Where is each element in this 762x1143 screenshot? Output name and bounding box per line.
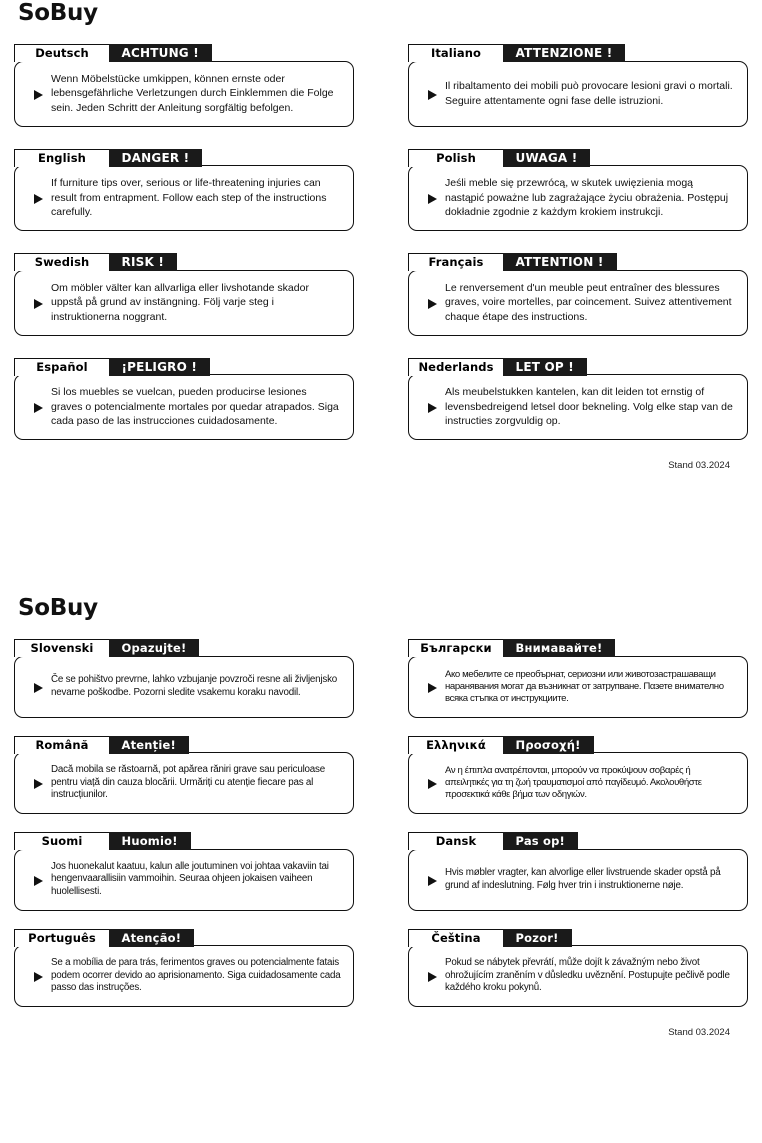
warning-text: Če se pohištvo prevrne, lahko vzbujanje povzroči resne ali življenjsko nevarne poškodbe. Pozorni sledite vsakemu koraku navodil. xyxy=(51,674,338,698)
warning-card xyxy=(14,253,354,336)
brand-logo: SoBuy xyxy=(18,595,98,621)
card-body xyxy=(408,849,748,911)
card-body xyxy=(408,752,748,814)
warning-text: Als meubelstukken kantelen, kan dit leiden tot ernstig of levensbedreigend letsel door bekneling. Volg elke stap van de instructies zorgvuldig op. xyxy=(445,386,733,428)
triangle-bullet-icon xyxy=(419,681,445,693)
triangle-bullet-icon xyxy=(419,297,445,309)
card-body xyxy=(14,656,354,718)
warning-tag: LET OP ! xyxy=(503,358,587,376)
card-header xyxy=(408,929,748,947)
warning-grid-page-two xyxy=(14,639,748,1025)
warning-text: Se a mobília de para trás, ferimentos graves ou potencialmente fatais podem ocorrer devido ao aprisionamento. Siga cuidadosamente cada passo das instruções. xyxy=(51,957,341,994)
warning-card xyxy=(14,736,354,815)
warning-text: Il ribaltamento dei mobili può provocare lesioni gravi o mortali. Seguire attentamente ogni fase delle istruzioni. xyxy=(445,80,733,107)
warning-card xyxy=(408,639,748,718)
card-body xyxy=(408,945,748,1007)
triangle-bullet-icon xyxy=(419,970,445,982)
revision-date: Stand 03.2024 xyxy=(668,1027,730,1038)
language-label: Português xyxy=(14,929,110,947)
warning-tag: RISK ! xyxy=(109,253,178,271)
warning-card xyxy=(408,736,748,815)
warning-tag: DANGER ! xyxy=(109,149,203,167)
warning-text: Le renversement d'un meuble peut entraîner des blessures graves, voire mortelles, par coincement. Suivez attentivement chaque étape des instructions. xyxy=(445,281,732,323)
language-label: Ελληνικά xyxy=(408,736,504,754)
language-label: Swedish xyxy=(14,253,110,271)
warning-card xyxy=(408,929,748,1008)
warning-text: Pokud se nábytek převrátí, může dojít k závažným nebo život ohrožujícím zraněním v důsledku uvěznění. Postupujte pečlivě podle každého kroku pokynů. xyxy=(445,957,730,994)
warning-tag: Προσοχή! xyxy=(503,736,594,754)
warning-tag: ATTENZIONE ! xyxy=(503,44,626,62)
triangle-bullet-icon xyxy=(25,777,51,789)
card-body xyxy=(14,752,354,814)
warning-card xyxy=(14,44,354,127)
warning-card xyxy=(14,639,354,718)
card-header xyxy=(408,639,748,657)
warning-card xyxy=(14,358,354,441)
brand-logo: SoBuy xyxy=(18,0,98,26)
warning-text: Jeśli meble się przewrócą, w skutek uwięzienia mogą nastąpić poważne lub zagrażające życiu obrażenia. Postępuj dokładnie zgodnie z każdym krokiem instrukcji. xyxy=(445,177,729,219)
card-header xyxy=(14,44,354,62)
warning-tag: Внимавайте! xyxy=(503,639,616,657)
warning-text: Wenn Möbelstücke umkippen, können ernste oder lebensgefährliche Verletzungen durch Einklemmen die Folge sein. Jeden Schritt der Anleitung sorgfältig befolgen. xyxy=(51,72,334,114)
language-label: Deutsch xyxy=(14,44,110,62)
warning-grid-page-one xyxy=(14,44,748,462)
warning-text: Ако мебелите се преобърнат, сериозни или животозастрашаващи наранявания могат да възникнат от затрупване. Παзете внимателно всяка стъпка от инструкциите. xyxy=(445,668,724,704)
triangle-bullet-icon xyxy=(25,297,51,309)
page-two xyxy=(0,573,762,1143)
triangle-bullet-icon xyxy=(25,681,51,693)
warning-card xyxy=(14,149,354,232)
card-header xyxy=(408,358,748,376)
warning-tag: ¡PELIGRO ! xyxy=(109,358,211,376)
card-body xyxy=(14,849,354,911)
warning-tag: Pozor! xyxy=(503,929,572,947)
warning-tag: ATTENTION ! xyxy=(503,253,617,271)
card-header xyxy=(408,253,748,271)
card-body xyxy=(408,270,748,336)
triangle-bullet-icon xyxy=(419,401,445,413)
warning-tag: Atenção! xyxy=(109,929,195,947)
card-body xyxy=(14,270,354,336)
warning-tag: Opazujte! xyxy=(109,639,200,657)
card-header xyxy=(14,929,354,947)
warning-text: Αν η έπιπλα ανατρέπονται, μπορούν να προκύψουν σοβαρές ή απειλητικές για τη ζωή τραυματισμοί από παγίδευμό. Ακολουθήστε προσεκτικά κάθε βήμα των οδηγιών. xyxy=(445,765,702,800)
card-header xyxy=(14,253,354,271)
card-header xyxy=(14,149,354,167)
revision-date: Stand 03.2024 xyxy=(668,460,730,471)
language-label: Čeština xyxy=(408,929,504,947)
language-label: Български xyxy=(408,639,504,657)
card-header xyxy=(408,736,748,754)
warning-tag: Atenție! xyxy=(109,736,189,754)
warning-text: Om möbler välter kan allvarliga eller livshotande skador uppstå på grund av instängning. Följ varje steg i instruktionerna noggrant. xyxy=(51,281,309,323)
language-label: Italiano xyxy=(408,44,504,62)
card-header xyxy=(408,149,748,167)
warning-tag: UWAGA ! xyxy=(503,149,591,167)
language-label: Suomi xyxy=(14,832,110,850)
card-body xyxy=(14,61,354,127)
card-header xyxy=(14,736,354,754)
card-header xyxy=(408,44,748,62)
language-label: Nederlands xyxy=(408,358,504,376)
triangle-bullet-icon xyxy=(25,874,51,886)
card-body xyxy=(14,374,354,440)
card-body xyxy=(408,61,748,127)
warning-text: Dacă mobila se răstoarnă, pot apărea răniri grave sau periculoase pentru viață din cauza blocării. Urmăriți cu atenție fiecare pas al instrucțiunilor. xyxy=(51,764,325,801)
warning-card xyxy=(408,358,748,441)
card-body xyxy=(14,945,354,1007)
language-label: Français xyxy=(408,253,504,271)
language-label: Română xyxy=(14,736,110,754)
card-body xyxy=(408,656,748,718)
warning-card xyxy=(408,253,748,336)
triangle-bullet-icon xyxy=(25,88,51,100)
warning-text: Si los muebles se vuelcan, pueden producirse lesiones graves o potencialmente mortales por quedar atrapados. Siga cada paso de las instrucciones cuidadosamente. xyxy=(51,386,339,428)
card-header xyxy=(14,639,354,657)
warning-tag: Huomio! xyxy=(109,832,191,850)
warning-card xyxy=(14,929,354,1008)
language-label: Español xyxy=(14,358,110,376)
triangle-bullet-icon xyxy=(419,777,445,789)
warning-text: Jos huonekalut kaatuu, kalun alle joutuminen voi johtaa vakaviin tai hengenvaarallisiin vammoihin. Seuraa ohjeen jokaisen vaiheen huolellisesti. xyxy=(51,860,329,897)
warning-card xyxy=(408,832,748,911)
triangle-bullet-icon xyxy=(419,88,445,100)
triangle-bullet-icon xyxy=(25,192,51,204)
card-body xyxy=(408,165,748,231)
warning-tag: ACHTUNG ! xyxy=(109,44,212,62)
warning-tag: Pas op! xyxy=(503,832,579,850)
language-label: Slovenski xyxy=(14,639,110,657)
triangle-bullet-icon xyxy=(419,874,445,886)
triangle-bullet-icon xyxy=(419,192,445,204)
card-header xyxy=(14,832,354,850)
warning-card xyxy=(408,149,748,232)
card-header xyxy=(14,358,354,376)
warning-card xyxy=(14,832,354,911)
language-label: Dansk xyxy=(408,832,504,850)
warning-text: If furniture tips over, serious or life-threatening injuries can result from entrapment. Follow each step of the instructions carefully. xyxy=(51,177,327,219)
triangle-bullet-icon xyxy=(25,401,51,413)
language-label: English xyxy=(14,149,110,167)
warning-text: Hvis møbler vragter, kan alvorlige eller livstruende skader opstå på grund af indeslutning. Følg hver trin i instruktionerne nøje. xyxy=(445,867,721,891)
card-body xyxy=(14,165,354,231)
language-label: Polish xyxy=(408,149,504,167)
card-body xyxy=(408,374,748,440)
card-header xyxy=(408,832,748,850)
triangle-bullet-icon xyxy=(25,970,51,982)
warning-card xyxy=(408,44,748,127)
